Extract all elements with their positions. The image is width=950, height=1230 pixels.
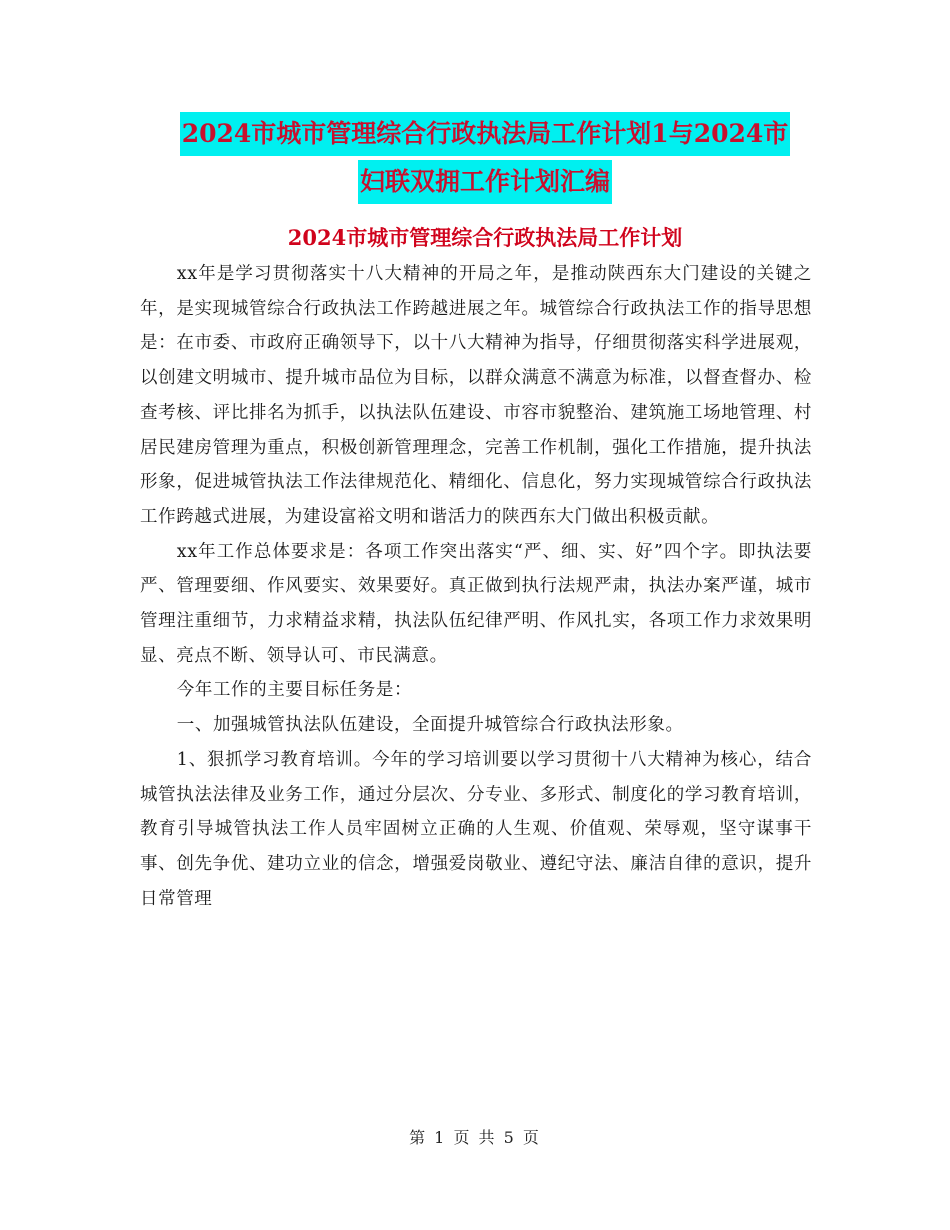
paragraph: xx年是学习贯彻落实十八大精神的开局之年，是推动陕西东大门建设的关键之年，是实现城管综合行政执法工作跨越进展之年。城管综合行政执法工作的指导思想是：在市委、市政府正确领导下，以十八大精神为指导，仔细贯彻落实科学进展观，以创建文明城市、提升城市品位为目标，以群众满意不满意为标准，以督查督办、检查考核、评比排名为抓手，以执法队伍建设、市容市貌整治、建筑施工场地管理、村居民建房管理为重点，积极创新管理理念，完善工作机制，强化工作措施，提升执法形象，促进城管执法工作法律规范化、精细化、信息化，努力实现城管综合行政执法工作跨越式进展，为建设富裕文明和谐活力的陕西东大门做出积极贡献。 [140, 264, 812, 527]
section-heading: 2024市城市管理综合行政执法局工作计划 [287, 225, 683, 250]
document-title [140, 110, 830, 206]
title-line-2: 妇联双拥工作计划汇编 [358, 160, 612, 204]
paragraph: 今年工作的主要目标任务是： [176, 680, 413, 701]
page-number-footer: 第 1 页 共 5 页 [409, 1128, 541, 1147]
paragraph: xx年工作总体要求是：各项工作突出落实“严、细、实、好”四个字。即执法要严、管理要细、作风要实、效果要好。真正做到执行法规严肃，执法办案严谨，城市管理注重细节，力求精益求精，执法队伍纪律严明、作风扎实，各项工作力求效果明显、亮点不断、领导认可、市民满意。 [140, 541, 812, 666]
document-body [140, 257, 812, 916]
title-line-1: 2024市城市管理综合行政执法局工作计划1与2024市 [180, 112, 791, 156]
paragraph: 1、狠抓学习教育培训。今年的学习培训要以学习贯彻十八大精神为核心，结合城管执法法律及业务工作，通过分层次、分专业、多形式、制度化的学习教育培训，教育引导城管执法工作人员牢固树立正确的人生观、价值观、荣辱观，坚守谋事干事、创先争优、建功立业的信念，增强爱岗敬业、遵纪守法、廉洁自律的意识，提升日常管理 [140, 749, 812, 909]
paragraph: 一、加强城管执法队伍建设，全面提升城管综合行政执法形象。 [176, 715, 684, 736]
